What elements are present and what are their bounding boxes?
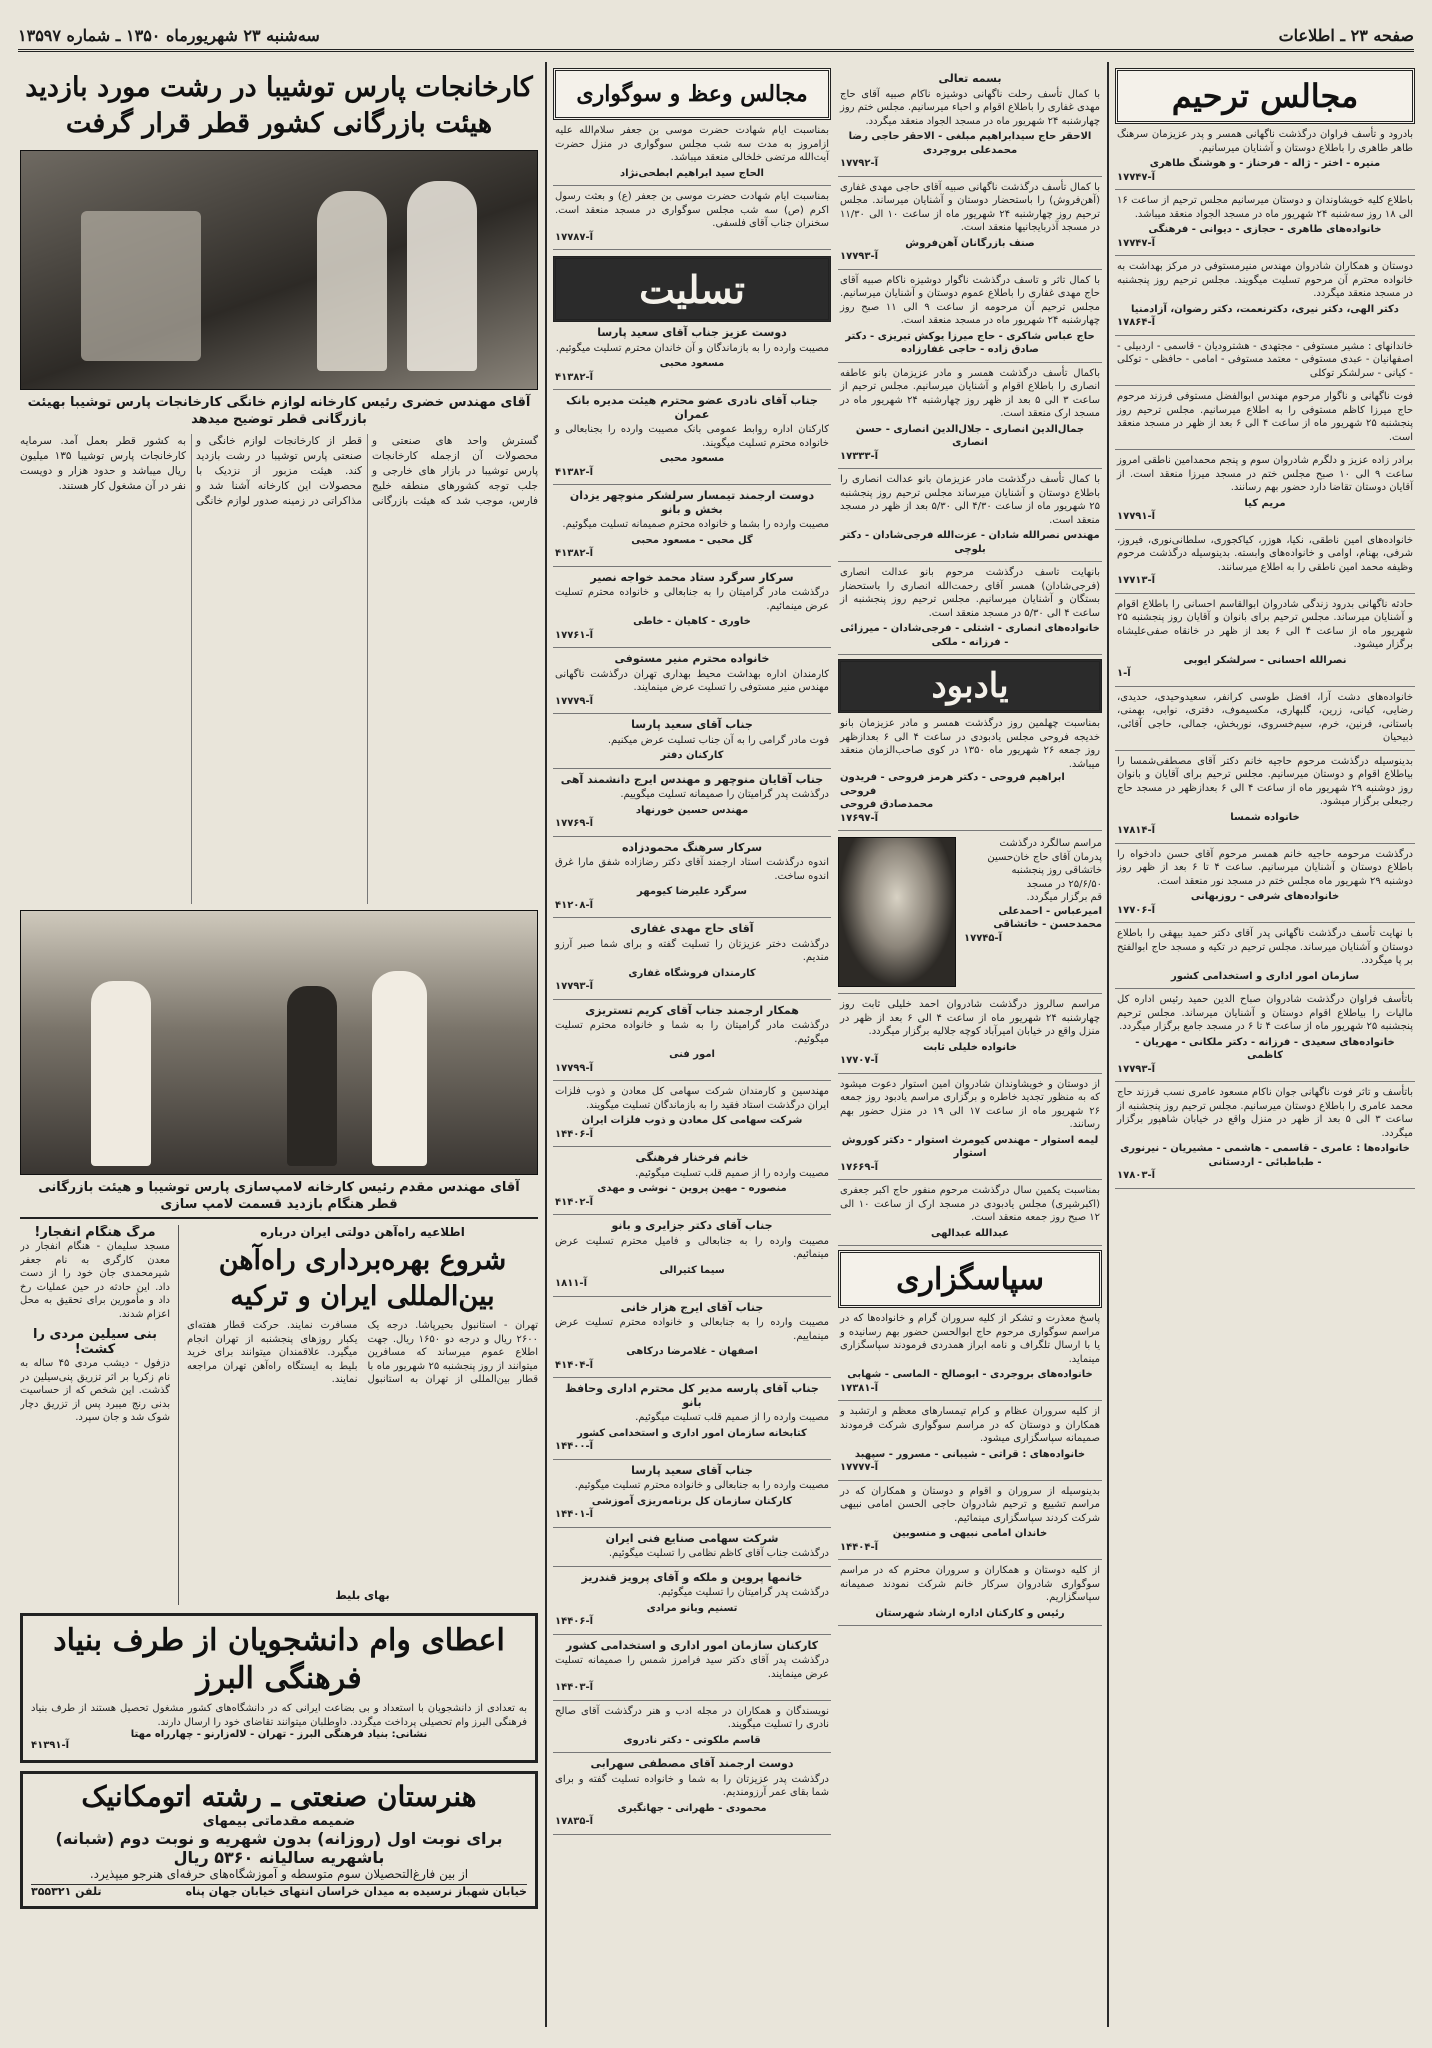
- portrait-line: امیرعباس - احمدعلی: [998, 905, 1102, 917]
- death-title-2: بنی سیلین مردی را کشت!: [33, 1327, 157, 1357]
- tarhim-notice-signature: خانواده‌های طاهری - حجازی - دیوانی - فرهنگی: [1148, 224, 1382, 235]
- tarhim-notice-signature: نصرالله احسانی - سرلشکر ایوبی: [1183, 654, 1347, 666]
- rail-article: [178, 1225, 538, 1605]
- taslit-notice-signature: اصفهان - غلامرضا درکاهی: [626, 1346, 758, 1357]
- taslit-notice: [553, 648, 831, 714]
- portrait-line: محمدحسن - خاتشاقی: [993, 919, 1102, 930]
- page-header: [18, 22, 1414, 52]
- tarhim-notice-signature: خانواده شمسا: [1230, 811, 1300, 823]
- taslit-notice-code: آ-۱۴۴۰۶: [555, 1616, 594, 1627]
- taslit-notice-body: فوت مادر گرامی را به آن جناب تسلیت عرض میکنیم.: [607, 734, 829, 746]
- taslit-list: [553, 322, 831, 1835]
- mid-notice: [838, 177, 1102, 270]
- taslit-notice-signature: مسعود محبی: [659, 453, 725, 464]
- taslit-notice-code: آ-۱۷۷۹۳: [555, 981, 594, 992]
- taslit-notice-body: مصیبت وارده را از صمیم قلب تسلیت میگوئیم.: [635, 1412, 829, 1423]
- scholarship-ad: [20, 1613, 538, 1763]
- mid-notice-body: با کمال تأسف درگذشت مادر عزیزمان بانو عدالت انصاری را باطلاع دوستان و آشنایان میرساند مجلس ترحیم روز پنجشنبه ۲۵ شهریور ماه از ساعت ۴/۳۰ الی ۵/۳۰ بعد از ظهر در مسجد منعقد است.: [840, 474, 1100, 526]
- tarhim-notice-body: خانواده‌های امین ناطقی، نکیا، هوزر، کیاکجوری، سلطانی‌نوری، فیروز، شرفی، بهنام، اوامی و خانواده‌های وابسته. بدینوسیله درگذشت مرحوم وظیفه محمد امین ناطقی را به اطلاع میرسانند.: [1117, 534, 1413, 573]
- tarhim-notice-signature: منیره - اختر - ژاله - فرحناز - و هوشنگ طاهری: [1149, 158, 1381, 169]
- yadbud-item: [838, 994, 1102, 1074]
- yadbud-item-body: بمناسبت یکمین سال درگذشت مرحوم منفور حاج اکبر جعفری (اکبرشیری) مجلس یادبودی در مسجد ارک از ساعت ۱۰ الی ۱۲ صبح روز جمعه منعقد است.: [840, 1185, 1100, 1223]
- tech-headline: هنرستان صنعتی ـ رشته اتومکانیک: [81, 1780, 477, 1813]
- vaz-notice: [553, 120, 831, 186]
- taslit-notice: [553, 918, 831, 1000]
- page-number: صفحه ۲۳ ـ اطلاعات: [1278, 26, 1414, 45]
- sepas-notice-body: بدینوسیله از سروران و اقوام و دوستان و همکاران که در مراسم تشییع و ترحیم شادروان حاجی الحسن امامی نبیهی شرکت کردند سپاسگزاری مینمائیم.: [840, 1485, 1100, 1524]
- tarhim-notice-code: آ-۱۷۸۶۴: [1117, 317, 1156, 328]
- sepas-notice-signature: خانواده‌های بروجردی - ابوصالح - الماسی - شهابی: [847, 1369, 1093, 1380]
- taslit-notice: [553, 1460, 831, 1528]
- taslit-notice: [553, 1000, 831, 1082]
- tarhim-notice: [1115, 386, 1415, 450]
- tarhim-notice: [1115, 336, 1415, 387]
- vaz-banner: مجالس وعظ و سوگواری: [553, 68, 831, 120]
- yadbud-item-signature: عبدالله عبدالهی: [930, 1227, 1010, 1239]
- mid-notice: [838, 562, 1102, 655]
- yadbud-item-signature: خانواده خلیلی ثابت: [923, 1041, 1017, 1053]
- mid-notices-top: [838, 68, 1102, 655]
- taslit-notice: [553, 1081, 831, 1147]
- factory-photo-2-caption: آقای مهندس مقدم رئیس کارخانه لامپ‌سازی پارس توشیبا و هیئت بازرگانی قطر هنگام بازدید قسمت لامپ سازی: [20, 1175, 538, 1219]
- tarhim-list: [1115, 124, 1415, 1189]
- tarhim-notice-code: آ-۱۷۷۴۷: [1117, 237, 1156, 249]
- mid-notice-signature: حاج عباس شاکری - حاج میرزا یوکش تبریزی - دکتر صادق زاده - حاجی غفارزاده: [845, 330, 1095, 355]
- tarhim-notice-body: حادثه ناگهانی بدرود زندگی شادروان ابوالقاسم احسانی را باطلاع اقوام و آشنایان میرساند. مجلس ترحیم برای بانوان و آقایان روز پنجشنبه ۲۵ شهریور ماه از ساعت ۴ الی ۶ بعد از ظهر در خانقاه صفی‌علیشاه برگزار میشود.: [1117, 598, 1413, 650]
- factory-photo-1: [20, 150, 538, 390]
- portrait-code: آ-۱۷۷۴۵: [964, 932, 1003, 944]
- sepas-notice: [838, 1481, 1102, 1561]
- taslit-notice-title: جناب آقای سعید پارسا: [631, 1463, 753, 1477]
- tarhim-notice-body: برادر زاده عزیز و دلگرم شادروان سوم و پنجم محمدامین ناطقی امروز ساعت ۹ الی ۱۰ صبح مجلس ختم در مسجد میرزا منعقد است. از آقایان دوستان تقاضا دارد حضور بهم رسانند.: [1117, 455, 1413, 493]
- taslit-notice-body: مصیبت وارده را به جنابعالی و خانواده محترم تسلیت میگوئیم.: [574, 1480, 829, 1491]
- taslit-notice-title: خانم فرخنار فرهنگی: [635, 1151, 749, 1164]
- tarhim-notice-body: بادرود و تأسف فراوان درگذشت ناگهانی همسر و پدر عزیزمان سرهنگ طاهر طاهری را باطلاع دوستان و آشنایان میرسانیم.: [1117, 129, 1413, 154]
- sepas-list: [838, 1308, 1102, 1626]
- mid-notice-signature: مهندس نصرالله شادان - عزت‌الله فرجی‌شادان - دکتر بلوچی: [840, 530, 1100, 555]
- portrait-line: ۲۵/۶/۵۰ در مسجد: [1026, 878, 1102, 890]
- tech-line-2: باشهریه سالیانه ۵۳۶۰ ریال: [173, 1848, 385, 1867]
- taslit-notice: [553, 714, 831, 769]
- yadbud-item: [838, 1074, 1102, 1181]
- taslit-notice-code: آ-۱۴۴۰۱: [555, 1509, 594, 1520]
- taslit-notice-signature: کتابخانه سازمان امور اداری و استخدامی کشور: [577, 1427, 807, 1439]
- tarhim-notice-body: بدینوسیله درگذشت مرحوم حاجیه خانم دکتر آقای مصطفی‌شمسا را بیاطلاع اقوام و دوستان میرسانیم. مجلس ترحیم برای آقایان و بانوان روز دوشنبه ۲۹ شهریور ماه از ساعت ۴ الی ۶ بعدازظهر در مسجد حاج رجبعلی برگزار میشود.: [1117, 755, 1413, 807]
- sepas-banner: سپاسگزاری: [838, 1250, 1102, 1308]
- death-body-2: دزفول - دیشب مردی ۴۵ ساله به نام زکریا بر اثر تزریق پنی‌سیلین در گذشت. این شخص که از حساسیت بدنی رنج میبرد پس از تزریق دچار شوک شد و جان سپرد.: [20, 1358, 170, 1423]
- mid-notice-signature: صنف بازرگانان آهن‌فروش: [905, 237, 1035, 249]
- factory-article: گسترش واحد های صنعتی و محصولات آن ازجمله کارخانجات پارس توشیبا در بازار های خارجی و جلب توجه کشورهای منطقه خلیج فارس، موجب شد که هیئت بازرگانی قطر از کارخانجات لوازم خانگی و صنعتی پارس توشیبا در رشت بازدید کند. هیئت مزبور از نزدیک با محصولات این کارخانه آشنا شد و مذاکراتی در زمینه صدور لوازم خانگی به کشور قطر بعمل آمد. سرمایه کارخانجات پارس توشیبا ۱۳۵ میلیون ریال میباشد و حدود هزار و دویست نفر در آن مشغول کار هستند.: [20, 435, 538, 507]
- yadbud-notice: [838, 713, 1102, 831]
- taslit-notice-title: جناب آقایان منوچهر و مهندس ایرج دانشمند آهی: [560, 772, 824, 786]
- tarhim-notice: [1115, 256, 1415, 336]
- sepas-notice-code: آ-۱۴۴۰۴: [840, 1541, 879, 1553]
- vaz-notice-signature: الحاج سید ابراهیم ابطحی‌نژاد: [620, 167, 764, 179]
- yadbud-text: بمناسبت چهلمین روز درگذشت همسر و مادر عزیزمان بانو خدیجه فروحی مجلس یادبودی در ساعت ۴ الی ۶ بعدازظهر روز جمعه ۲۶ شهریور ماه ۱۳۵۰ در کوی صاحب‌الزمان منعقد میباشد.: [840, 718, 1101, 770]
- portrait-photo: [838, 837, 956, 987]
- taslit-notice-code: آ-۱۴۴۰۰: [555, 1441, 594, 1452]
- taslit-notice: [553, 1753, 831, 1835]
- rail-headline: شروع بهره‌برداری راه‌آهن بین‌المللی ایران و ترکیه: [218, 1245, 507, 1312]
- tarhim-notice-code: آ-۱۷۸۱۴: [1117, 825, 1156, 836]
- taslit-notice-code: آ-۴۱۳۸۲: [555, 548, 594, 559]
- scholarship-body: به تعدادی از دانشجویان با استعداد و بی بضاعت ایرانی که در دانشگاه‌های کشور مشغول تحصیل هستند از طرف بنیاد فرهنگی البرز وام تحصیلی پرداخت میگردد. داوطلبان میتوانند تقاضای خود را ارسال دارند.: [31, 1703, 527, 1728]
- tarhim-notice: [1115, 923, 1415, 989]
- yadbud-item-signature: لیمه استوار - مهندس کیومرث استوار - دکتر کوروش استوار: [841, 1134, 1099, 1159]
- taslit-notice-code: آ-۴۱۴۰۴: [555, 1359, 594, 1371]
- scholarship-code: آ-۴۱۳۹۱: [31, 1740, 70, 1751]
- tarhim-notice: [1115, 687, 1415, 751]
- taslit-notice-body: درگذشت پدر گرامیتان را تسلیت میگوئیم.: [657, 1587, 829, 1598]
- taslit-notice-signature: تسنیم وبانو مرادی: [646, 1602, 738, 1614]
- mid-notice-body: با کمال تأسف رحلت ناگهانی دوشیزه ناکام صبیه آقای حاج مهدی غفاری را باطلاع اقوام و احباء میرسانیم. مجلس ختم روز چهارشنبه ۲۴ شهریور ماه در مسجد الجواد منعقد میگردد.: [840, 88, 1100, 127]
- taslit-notice-body: درگذشت پدر گرامیتان را صمیمانه تسلیت میگوییم.: [620, 789, 829, 800]
- taslit-notice-signature: مهندس حسین خورنهاد: [635, 804, 749, 816]
- sepas-notice-code: آ-۱۷۷۷۷: [840, 1462, 879, 1473]
- taslit-notice-body: کارمندان اداره بهداشت محیط بهداری تهران درگذشت ناگهانی مهندس منیر مستوفی را تسلیت عرض مینمایند.: [555, 668, 829, 693]
- taslit-notice-title: جناب آقای دکتر جزایری و بانو: [611, 1219, 773, 1232]
- sepas-notice-body: از کلیه دوستان و همکاران و سروران محترم که در مراسم سوگواری شادروان سرکار خانم شرکت نمودند صمیمانه سپاسگزاریم.: [840, 1565, 1100, 1603]
- taslit-notice: [553, 1378, 831, 1460]
- portrait-line: مراسم سالگرد درگذشت: [999, 838, 1102, 849]
- tech-line-3: از بین فارغ‌التحصیلان سوم متوسطه و آموزشگاه‌های حرفه‌ای هنرجو میپذیرد.: [89, 1867, 469, 1881]
- tarhim-notice-body: خاندانهای : مشیر مستوفی - مجتهدی - هشترودیان - قاسمی - اردبیلی - اصفهانیان - عبدی مستوفی - معتمد مستوفی - امامی - حافظی - توکلی - کیانی - سرلشکر توکلی: [1117, 340, 1413, 379]
- tarhim-notice: [1115, 450, 1415, 530]
- taslit-notice: [553, 1701, 831, 1754]
- taslit-notice: [553, 1297, 831, 1379]
- vaz-notice-code: آ-۱۷۷۸۷: [555, 231, 594, 243]
- taslit-notice: [553, 1528, 831, 1567]
- taslit-notice-signature: قاسم ملکوتی - دکتر نادروی: [623, 1734, 761, 1746]
- sepas-notice-body: از کلیه سروران عظام و کرام تیمسارهای معظم و ارتشبد و همکاران و دوستان که در مراسم سوگواری شرکت فرمودند صمیمانه سپاسگزاری میشود.: [840, 1406, 1100, 1444]
- lower-news: [20, 1225, 538, 1605]
- tarhim-notice-body: باطلاع کلیه خویشاوندان و دوستان میرسانیم مجلس ترحیم از ساعت ۱۶ الی ۱۸ روز سه‌شنبه ۲۴ شهریور ماه در مسجد الجواد منعقد میباشد.: [1117, 195, 1413, 220]
- sepas-notice-body: پاسخ معذرت و تشکر از کلیه سروران گرام و خانواده‌ها که در مراسم سوگواری مرحوم حاج ابوالحسن حضور بهم رسانیده و یا با ارسال تلگراف و نامه ابراز همدردی فرمودند سپاسگزاری مینماید.: [840, 1313, 1100, 1365]
- tarhim-notice: [1115, 530, 1415, 594]
- yadbud-banner: یادبود: [838, 659, 1102, 713]
- taslit-notice: [553, 567, 831, 649]
- mid-notice-body: باکمال تأسف درگذشت همسر و مادر عزیزمان بانو عاطفه انصاری را باطلاع اقوام و آشنایان میرسانیم. مجلس ترحیم از ساعت ۳ الی ۵ بعد از ظهر روز چهارشنبه ۲۴ شهریور ماه در مسجد ارک منعقد است.: [840, 367, 1100, 419]
- tarhim-notice-body: با نهایت تأسف درگذشت ناگهانی پدر آقای دکتر حمید بیهقی را باطلاع دوستان و آشنایان میرساند. مجلس ترحیم در تکیه و مسجد حاج ابوالفتح بر پا میگردد.: [1117, 928, 1413, 966]
- taslit-notice-body: مصیبت وارده را از صمیم قلب تسلیت میگوئیم.: [635, 1167, 829, 1179]
- yadbud-item-code: آ-۱۷۶۶۹: [840, 1161, 879, 1173]
- small-news: [20, 1225, 170, 1605]
- tarhim-notice-code: آ-۱: [1117, 668, 1131, 679]
- issue-date: سه‌شنبه ۲۳ شهریورماه ۱۳۵۰ ـ شماره ۱۳۵۹۷: [18, 26, 320, 45]
- rail-body: تهران - استانبول بحیرپاشا. درجه یک ۲۶۰۰ ریال و درجه دو ۱۶۵۰ ریال. جهت اطلاع عموم میرساند که مسافرین میتوانند از روز پنجشنبه ۲۵ شهریور ماه با قطار بین‌المللی از تهران به استانبول مسافرت نمایند. حرکت قطار هفته‌ای یکبار روزهای پنجشنبه از تهران انجام میگیرد. علاقمندان میتوانند برای خرید بلیط به ایستگاه راه‌آهن تهران مراجعه نمایند.: [187, 1320, 538, 1385]
- taslit-notice-body: مصیبت وارده را به جنابعالی و خانواده محترم تسلیت عرض مینماییم.: [555, 1317, 829, 1342]
- factory-photo-2: [20, 910, 538, 1175]
- tech-phone: تلفن ۳۵۵۳۲۱: [31, 1885, 102, 1898]
- sepas-notice-signature: خاندان امامی نبیهی و منسوبین: [892, 1528, 1048, 1539]
- taslit-notice-body: مصیبت وارده را به بازماندگان و آن خاندان محترم تسلیت میگوئیم.: [555, 342, 829, 354]
- tech-footer: [31, 1884, 527, 1898]
- sepas-notice-code: آ-۱۷۳۸۱: [840, 1382, 879, 1394]
- column-tarhim: [1115, 68, 1415, 2028]
- tarhim-banner: مجالس ترحیم: [1115, 68, 1415, 124]
- taslit-notice: [553, 1147, 831, 1215]
- tarhim-notice-signature: خانواده‌های سعیدی - فرزانه - دکتر ملکانی - مهریان - کاظمی: [1135, 1036, 1395, 1061]
- taslit-notice-code: آ-۴۱۳۸۲: [555, 466, 594, 478]
- mid-notices-mid: [838, 994, 1102, 1246]
- taslit-notice-body: درگذشت مادر گرامیتان را به شما و خانواده محترم تسلیت میگوئیم.: [555, 1020, 829, 1045]
- tarhim-notice-signature: سازمان امور اداری و استخدامی کشور: [1170, 970, 1360, 982]
- taslit-notice: [553, 769, 831, 837]
- tech-address: خیابان شهباز نرسیده به میدان خراسان انتهای خیابان جهان پناه: [185, 1885, 527, 1898]
- taslit-notice-title: سرکار سرگرد ستاد محمد خواجه نصیر: [590, 570, 794, 584]
- mid-notice: [838, 270, 1102, 363]
- taslit-notice-signature: سیما کثیرالی: [659, 1264, 725, 1276]
- taslit-notice-signature: کارکنان دفتر: [660, 750, 724, 761]
- mid-notice-body: با کمال تاثر و تاسف درگذشت ناگوار دوشیزه ناکام صبیه آقای حاج مهدی غفاری را باطلاع عموم دوستان و آشنایان میرسانیم. مجلس ترحیم آن مرحومه از ساعت ۹ الی ۱۱ صبح روز چهارشنبه ۲۴ شهریور ماه در مسجد منعقد است.: [840, 274, 1100, 326]
- tarhim-notice-body: دوستان و همکاران شادروان مهندس منیرمستوفی در مرکز بهداشت به خانواده محترم آن مرحوم تسلیت میگویند. مجلس ترحیم روز پنجشنبه در مسجد منعقد میگردد.: [1117, 261, 1413, 299]
- taslit-notice-title: جناب آقای پارسه مدیر کل محترم اداری وحافظ بانو: [565, 1382, 819, 1409]
- taslit-notice-code: آ-۴۱۳۸۲: [555, 371, 594, 383]
- taslit-notice-signature: کارکنان سازمان کل برنامه‌ریزی آموزشی: [591, 1495, 793, 1507]
- taslit-notice-body: درگذشت دختر عزیزتان را تسلیت گفته و برای شما صبر آرزو مندیم.: [555, 938, 829, 963]
- tarhim-notice: [1115, 989, 1415, 1082]
- yadbud-item: [838, 1180, 1102, 1246]
- taslit-banner: تسلیت: [553, 256, 831, 322]
- taslit-notice: [553, 322, 831, 390]
- tarhim-notice: [1115, 751, 1415, 844]
- taslit-notice-body: درگذشت پدر آقای دکتر سید فرامرز شمس را صمیمانه تسلیت عرض مینمایند.: [555, 1655, 829, 1680]
- factory-photo-1-caption: آقای مهندس خضری رئیس کارخانه لوازم خانگی کارخانجات پارس توشیبا بهیئت بازرگانی قطر توضیح میدهد: [27, 395, 531, 427]
- taslit-notice-title: کارکنان سازمان امور اداری و استخدامی کشور: [566, 1638, 818, 1652]
- mid-notice-code: آ-۱۷۷۹۲: [840, 158, 879, 169]
- portrait-notice: [838, 831, 1102, 994]
- death-body: مسجد سلیمان - هنگام انفجار در معدن کارگری به نام جعفر شیرمحمدی جان خود را از دست داد. این حادثه در حین عملیات رخ داد و مأمورین برای تحقیق به محل اعزام شدند.: [20, 1241, 170, 1320]
- portrait-line: خاتشاقی روز پنجشنبه: [1011, 865, 1102, 876]
- tarhim-notice-code: آ-۱۷۷۹۱: [1117, 511, 1156, 522]
- taslit-notice-title: دوست ارجمند آقای مصطفی سهرابی: [590, 1757, 794, 1770]
- sepas-notice-signature: رئیس و کارکنان اداره ارشاد شهرستان: [875, 1607, 1065, 1619]
- mid-notice-signature: جمال‌الدین انصاری - جلال‌الدین انصاری - حسن انصاری: [855, 423, 1085, 448]
- taslit-notice-code: آ-۱۷۷۷۹: [555, 695, 594, 707]
- taslit-notice: [553, 1567, 831, 1635]
- taslit-notice-signature: خاوری - کاهیان - خاطی: [633, 616, 751, 627]
- portrait-line: پدرمان آقای حاج خان‌حسین: [987, 851, 1102, 863]
- yadbud-item-body: از دوستان و خویشاوندان شادروان امین استوار دعوت میشود که به منظور تجدید خاطره و برگزاری مراسم یادبود روز جمعه ۲۶ شهریور ماه از ساعت ۱۷ الی ۱۹ در منزل حضور بهم رسانند.: [840, 1078, 1100, 1130]
- tarhim-notice-body: خانواده‌های دشت آرا، افضل طوسی کرانفر، سعیدوحیدی، حدیدی، رضایی، کیانی، زرین، گلبهاری، مکسیموف، دفتری، نوابی، بهمنی، باستانی، فرنین، خرم، سیم‌خسروی، نوربخش، جمالی، حاجی آقائی، ذبیحیان: [1117, 691, 1413, 743]
- column-rule: [545, 62, 547, 2027]
- sepas-notice-signature: خانواده‌های : قراتی - شیبانی - مسرور - سپهبد: [854, 1448, 1086, 1460]
- tarhim-notice-code: آ-۱۷۷۴۷: [1117, 171, 1156, 183]
- taslit-notice-signature: امور فنی: [669, 1049, 715, 1060]
- taslit-notice-title: جناب آقای سعید پارسا: [631, 718, 753, 731]
- yadbud-item-code: آ-۱۷۷۰۷: [840, 1055, 879, 1066]
- taslit-notice-body: درگذشت پدر عزیزتان را به شما و خانواده تسلیت گفته و برای شما بقای عمر آرزومندیم.: [555, 1773, 829, 1798]
- scholarship-sign: نشانی: بنیاد فرهنگی البرز - تهران - لاله‌زارنو - چهارراه مهتا: [130, 1729, 428, 1740]
- taslit-notice-code: آ-۱۸۱۱: [555, 1278, 587, 1289]
- taslit-notice-body: درگذشت مادر گرامیتان را به جنابعالی و خانواده محترم تسلیت عرض مینمائیم.: [555, 587, 829, 612]
- yadbud-code: آ-۱۷۶۹۷: [840, 812, 879, 824]
- column-mid: [838, 68, 1102, 2028]
- tarhim-notice: [1115, 124, 1415, 190]
- tarhim-notice-signature: مریم کیا: [1244, 497, 1286, 509]
- tech-sub: ضمیمه مقدماتی بیمهای: [202, 1814, 356, 1829]
- tarhim-notice-body: درگذشت مرحومه حاجیه خانم همسر مرحوم آقای حسن دادخواه را باطلاع دوستان و آشنایان میرسانیم. ساعت ۴ تا ۶ بعد از ظهر روز دوشنبه ۲۹ شهریور ماه مجلس ختم در مسجد نور منعقد است.: [1117, 848, 1413, 887]
- sepas-notice: [838, 1560, 1102, 1626]
- taslit-notice-code: آ-۱۷۷۶۹: [555, 818, 594, 829]
- taslit-notice-signature: سرگرد علیرضا کیومهر: [637, 886, 747, 897]
- tarhim-notice-body: فوت ناگهانی و ناگوار مرحوم مهندس ابوالفضل مستوفی فرزند مرحوم حاج میرزا کاظم مستوفی را به اطلاع میرسانیم. مجلس ترحیم روز پنجشنبه ۲۵ شهریور ماه از ساعت ۴ الی ۶ بعد از ظهر در مسجد منعقد است.: [1117, 391, 1413, 443]
- factory-headline: کارخانجات پارس توشیبا در رشت مورد بازدید هیئت بازرگانی کشور قطر قرار گرفت: [25, 72, 533, 139]
- taslit-notice-body: کارکنان اداره روابط عمومی بانک مصیبت وارده را بجنابعالی و خانواده محترم تسلیت میگویند.: [555, 424, 829, 449]
- taslit-notice-body: نویسندگان و همکاران در مجله ادب و هنر درگذشت آقای صالح نادری را تسلیت میگویند.: [555, 1705, 829, 1730]
- taslit-notice-body: مصیبت وارده را بشما و خانواده محترم صمیمانه تسلیت میگوئیم.: [562, 519, 829, 530]
- taslit-notice-title: جناب آقای ایرج هزار خانی: [620, 1300, 764, 1314]
- taslit-notice-code: آ-۴۱۲۰۸: [555, 899, 594, 911]
- taslit-notice-title: جناب آقای نادری عضو محترم هیئت مدیره بانک عمران: [566, 394, 818, 421]
- portrait-line: قم برگزار میگردد.: [1026, 892, 1102, 903]
- taslit-notice-title: دوست ارجمند تیمسار سرلشکر منوچهر یزدان بخش و بانو: [569, 489, 815, 516]
- tarhim-notice-code: آ-۱۷۷۰۶: [1117, 904, 1156, 916]
- taslit-notice-signature: گل محبی - مسعود محبی: [631, 534, 753, 546]
- taslit-notice-code: آ-۴۱۴۰۲: [555, 1196, 594, 1208]
- rail-sign: بهای بلیط: [335, 1589, 390, 1602]
- tarhim-notice-code: آ-۱۷۷۹۳: [1117, 1063, 1156, 1075]
- tarhim-notice: [1115, 594, 1415, 687]
- tarhim-notice-signature: خانواده‌های شرفی - روزبهانی: [1190, 891, 1340, 902]
- taslit-notice-body: مهندسین و کارمندان شرکت سهامی کل معادن و ذوب فلزات ایران درگذشت استاد فقید را به بازماندگان تسلیت میگویند.: [555, 1086, 829, 1111]
- taslit-notice-body: اندوه درگذشت استاد ارجمند آقای دکتر رضازاده شفق مارا غرق اندوه ساخت.: [555, 857, 829, 882]
- death-title: مرگ هنگام انفجار!: [34, 1225, 156, 1240]
- taslit-notice-signature: محمودی - طهرانی - جهانگیری: [617, 1802, 767, 1814]
- yadbud-item-body: مراسم سالروز درگذشت شادروان احمد خلیلی ثابت روز چهارشنبه ۲۴ شهریور ماه از ساعت ۴ الی ۶ بعد از ظهر در منزل واقع در خیابان امیرآباد کوچه جلالیه برگزار میگردد.: [840, 999, 1101, 1037]
- tech-line-1: برای نوبت اول (روزانه) بدون شهریه و نوبت دوم (شبانه): [55, 1829, 503, 1848]
- taslit-notice-title: سرکار سرهنگ محمودزاده: [621, 840, 763, 854]
- taslit-notice-signature: کارمندان فروشگاه غفاری: [628, 967, 756, 979]
- tarhim-notice: [1115, 1082, 1415, 1189]
- tarhim-notice-body: باتأسف و تاثر فوت ناگهانی جوان ناکام مسعود عامری نسب فرزند حاج محمد عامری را باطلاع دوستان میرسانیم. مجلس ترحیم روز پنجشنبه از ساعت ۳ الی ۵ بعد از ظهر در منزل واقع در خیابان شاهپور برگزار میگردد.: [1117, 1087, 1413, 1139]
- taslit-notice-code: آ-۱۴۴۰۳: [555, 1682, 594, 1693]
- tarhim-notice-signature: دکتر الهی، دکتر نیری، دکترنعمت، دکتر رضوان، آزادمنیا: [1131, 303, 1399, 315]
- taslit-notice: [553, 837, 831, 919]
- mid-notice: [838, 363, 1102, 470]
- tarhim-notice: [1115, 190, 1415, 256]
- vaz-notice-body: بمناسبت ایام شهادت حضرت موسی بن جعفر (ع) و بعثت رسول اکرم (ص) سه شب مجلس سوگواری در مسجد منعقد است. سخنران جناب آقای فلسفی.: [555, 191, 829, 229]
- taslit-notice-title: دوست عزیز جناب آقای سعید پارسا: [597, 326, 787, 339]
- tarhim-notice-signature: خانواده‌ها : عامری - قاسمی - هاشمی - مشیریان - نیرنوری - طباطبائی - اردستانی: [1120, 1143, 1410, 1168]
- mid-notice-title: بسمه تعالی: [938, 72, 1002, 85]
- column-news: [20, 66, 538, 2026]
- taslit-notice: [553, 390, 831, 485]
- taslit-notice-code: آ-۱۷۷۶۱: [555, 629, 594, 641]
- taslit-notice-title: آقای حاج مهدی غفاری: [630, 922, 754, 935]
- taslit-notice-body: درگذشت جناب آقای کاظم نظامی را تسلیت میگوئیم.: [608, 1548, 829, 1559]
- taslit-notice-title: شرکت سهامی صنایع فنی ایران: [605, 1531, 779, 1545]
- sepas-notice: [838, 1401, 1102, 1481]
- mid-notice-body: با کمال تأسف درگذشت ناگهانی صبیه آقای حاجی مهدی غفاری (آهن‌فروش) را باستحضار دوستان و آشنایان میرساند. مجلس ترحیم روز چهارشنبه ۲۴ شهریور ماه از ساعت ۱۰ الی ۱۱/۳۰ در مسجد آذربایجانیها منعقد است.: [840, 181, 1100, 233]
- mid-notice-signature: خانواده‌های انصاری - اشتلی - فرجی‌شادان - میرزائی - فرزانه - ملکی: [840, 623, 1100, 648]
- mid-notice-code: آ-۱۷۷۹۳: [840, 251, 879, 262]
- taslit-notice-code: آ-۱۷۸۳۵: [555, 1816, 594, 1827]
- taslit-notice: [553, 485, 831, 567]
- taslit-notice: [553, 1635, 831, 1701]
- taslit-notice-signature: منصوره - مهین پروین - نوشی و مهدی: [597, 1183, 787, 1194]
- taslit-notice-signature: مسعود محبی: [659, 358, 725, 369]
- taslit-notice-body: مصیبت وارده را به جنابعالی و فامیل محترم تسلیت عرض مینمائیم.: [555, 1235, 829, 1260]
- tarhim-notice-code: آ-۱۷۷۱۳: [1117, 575, 1156, 586]
- column-center: [553, 68, 831, 2028]
- taslit-notice: [553, 1215, 831, 1297]
- sepas-notice: [838, 1308, 1102, 1401]
- yadbud-sign-2: محمدصادق فروحی: [840, 799, 934, 810]
- yadbud-sign: ابراهیم فروحی - دکتر هرمز فروحی - فریدون فروحی: [840, 772, 1065, 797]
- column-rule: [1107, 62, 1109, 2027]
- taslit-notice-title: خانواده محترم منیر مستوفی: [614, 652, 770, 665]
- portrait-caption: [964, 837, 1102, 987]
- taslit-notice-signature: شرکت سهامی کل معادن و ذوب فلزات ایران: [581, 1115, 803, 1126]
- taslit-notice-title: خانمها پروین و ملکه و آقای پرویز قندریز: [581, 1570, 803, 1584]
- mid-notice-body: بانهایت تاسف درگذشت مرحوم بانو عدالت انصاری (فرجی‌شادان) همسر آقای رحمت‌الله انصاری را باستحضار بستگان و آشنایان میرسانیم. مجلس ترحیم روز پنجشنبه از ساعت ۴ الی ۵/۳۰ در مسجد منعقد است.: [840, 567, 1100, 619]
- technical-school-ad: [20, 1771, 538, 1909]
- tarhim-notice-code: آ-۱۷۸۰۳: [1117, 1170, 1156, 1181]
- scholarship-headline: اعطای وام دانشجویان از طرف بنیاد فرهنگی البرز: [53, 1623, 505, 1696]
- rail-notice: اطلاعیه راه‌آهن دولتی ایران درباره: [260, 1225, 465, 1239]
- taslit-notice-code: آ-۱۴۴۰۶: [555, 1128, 594, 1140]
- mid-notice-signature: الاحقر حاج سیدابراهیم مبلغی - الاحقر حاجی رضا محمدعلی بروجردی: [848, 131, 1092, 156]
- tarhim-notice: [1115, 844, 1415, 924]
- taslit-notice-title: همکار ارجمند جناب آقای کریم تستریزی: [585, 1003, 799, 1017]
- tarhim-notice-body: باتأسف فراوان درگذشت شادروان صباح الدین حمید رئیس اداره کل مالیات را بیاطلاع اقوام دوستان و آشنایان میرساند. مجلس ترحیم پنجشنبه ۲۵ شهریور ماه از ساعت ۴ تا ۶ در مسجد جامع برگزار میگردد.: [1117, 994, 1413, 1032]
- vaz-notice: [553, 186, 831, 250]
- vaz-list: [553, 120, 831, 250]
- mid-notice: [838, 469, 1102, 562]
- mid-notice-code: آ-۱۷۳۳۳: [840, 450, 879, 462]
- vaz-notice-body: بمناسبت ایام شهادت حضرت موسی بن جعفر سلام‌الله علیه ازامروز به مدت سه شب مجلس سوگواری در منزل حضرت آیت‌الله مرتضی خلخالی منعقد میباشد.: [555, 125, 829, 163]
- taslit-notice-code: آ-۱۷۷۹۹: [555, 1062, 594, 1074]
- mid-notice: [838, 68, 1102, 177]
